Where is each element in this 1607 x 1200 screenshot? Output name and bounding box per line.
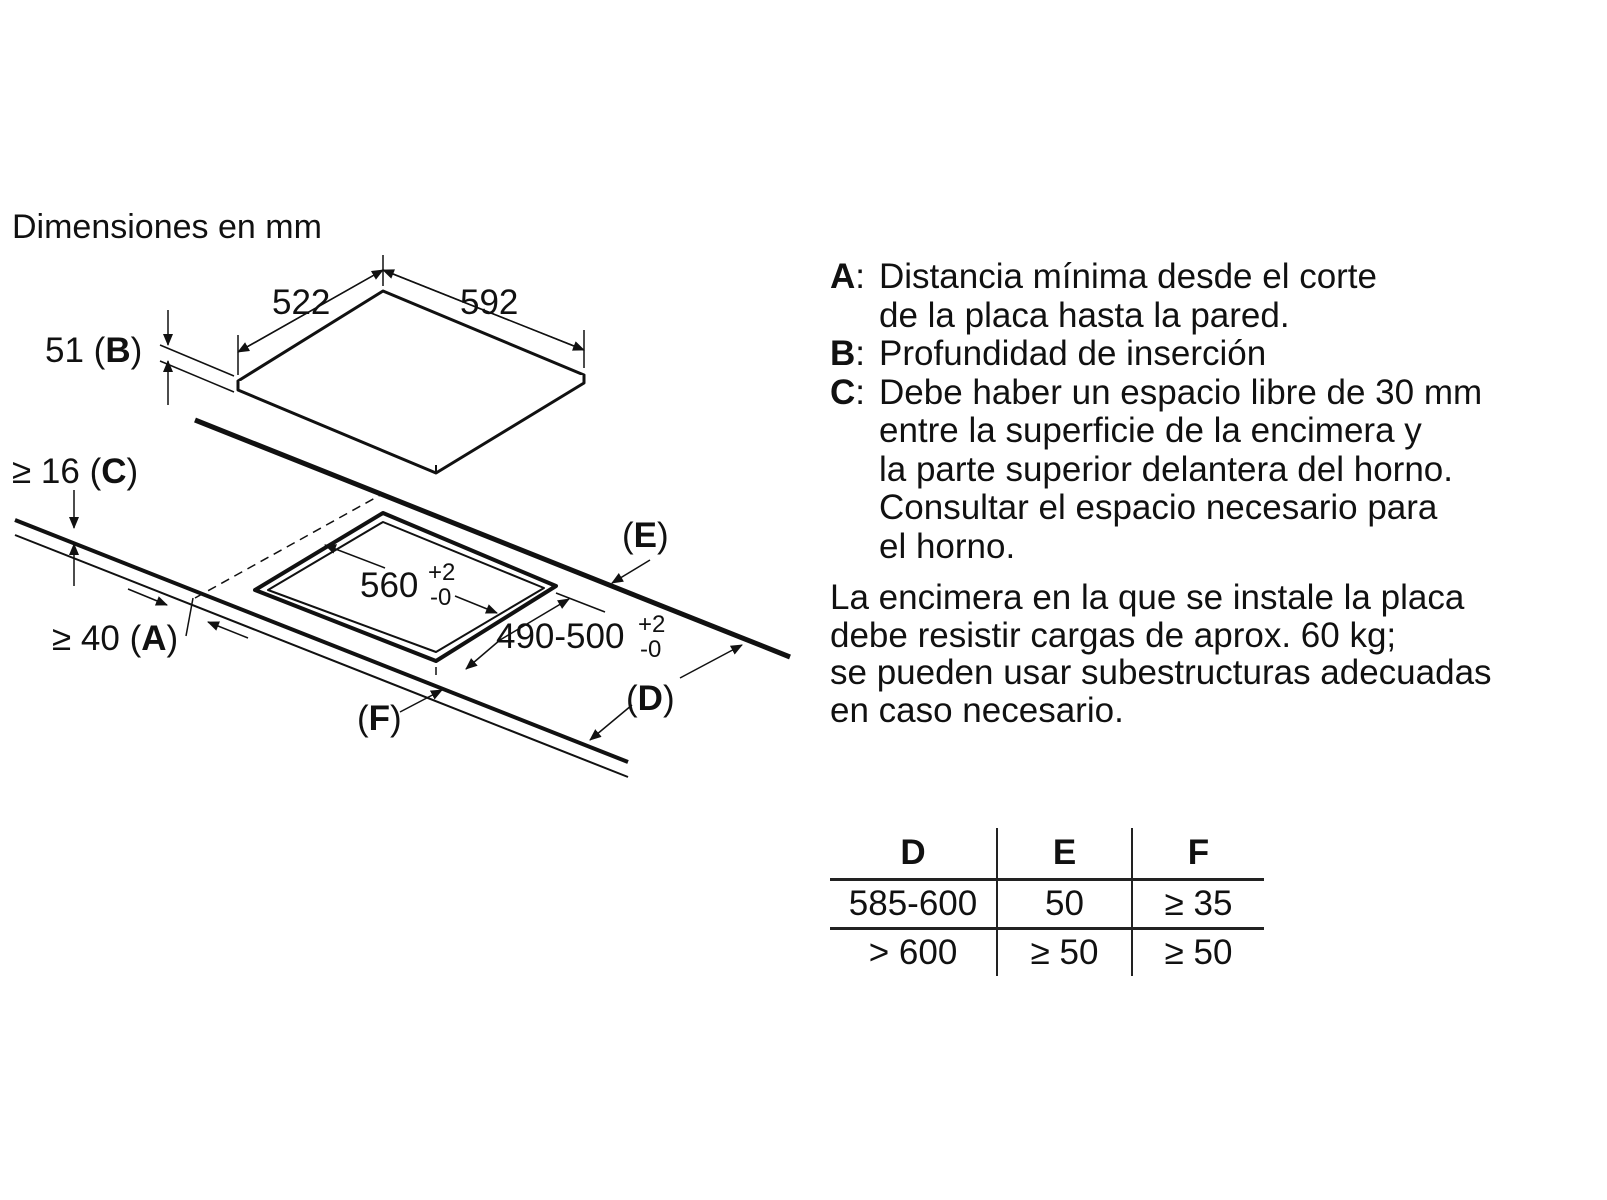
legend-text	[879, 374, 1482, 567]
legend-line: el horno.	[879, 526, 1016, 566]
table-row	[830, 929, 1264, 977]
note-line: en caso necesario.	[830, 690, 1124, 730]
legend-line: Consultar el espacio necesario para	[879, 488, 1438, 527]
note-line: se pueden usar subestructuras adecuadas	[830, 653, 1492, 692]
clearance-e-arrow	[612, 560, 650, 583]
cutout-width-label: 560	[360, 566, 419, 605]
clearance-table	[830, 828, 1264, 976]
note-line: La encimera en la que se instale la placa	[830, 578, 1465, 617]
legend-text	[879, 335, 1266, 374]
cutout-depth-tol-plus: +2	[638, 611, 666, 638]
table-cell: ≥ 35	[1164, 884, 1233, 923]
cutout-depth-tol-minus: -0	[640, 636, 662, 663]
table-cell: ≥ 50	[997, 929, 1132, 977]
table-cell: 585-600	[830, 880, 997, 929]
column-header-d: D	[830, 828, 997, 880]
column-header-e: E	[997, 828, 1132, 880]
table-cell: ≥ 50	[1164, 933, 1233, 972]
clearance-e-label: (E)	[622, 516, 669, 555]
legend-line: Debe haber un espacio libre de 30 mm	[879, 372, 1483, 412]
clearance-c-label: ≥ 16 (C)	[12, 452, 139, 491]
legend-line: la parte superior delantera del horno.	[879, 449, 1453, 489]
legend-panel	[830, 258, 1590, 729]
legend-key: C:	[830, 372, 866, 412]
legend-item-a	[830, 258, 1590, 335]
legend-line: de la placa hasta la pared.	[879, 295, 1290, 335]
hob-width-label: 592	[460, 283, 519, 322]
legend-key: A:	[830, 257, 866, 296]
table-cell: > 600	[830, 929, 997, 977]
insertion-depth-label: 51 (B)	[45, 331, 143, 370]
legend-text	[879, 258, 1377, 335]
legend-line: Profundidad de inserción	[879, 334, 1267, 373]
load-note	[830, 579, 1590, 729]
cutout-width-tol-minus: -0	[430, 584, 452, 611]
legend-line: entre la superficie de la encimera y	[879, 411, 1422, 450]
table-row	[830, 880, 1264, 929]
column-header-f: F	[1187, 833, 1210, 872]
cutout-depth-label: 490-500	[496, 617, 625, 656]
clearance-d-label: (D)	[626, 679, 675, 718]
cutout-width-tol-plus: +2	[428, 559, 456, 586]
clearance-a-label: ≥ 40 (A)	[52, 619, 179, 658]
legend-line: Distancia mínima desde el corte	[879, 257, 1377, 296]
note-line: debe resistir cargas de aprox. 60 kg;	[830, 615, 1397, 655]
installation-diagram	[0, 0, 800, 800]
hob-depth-label: 522	[272, 283, 331, 322]
table-cell: 50	[997, 880, 1132, 929]
clearance-f-label: (F)	[357, 699, 402, 738]
diagram-title: Dimensiones en mm	[12, 208, 322, 246]
table-header-row	[830, 828, 1264, 880]
legend-item-c	[830, 374, 1590, 567]
legend-key: B:	[830, 334, 866, 373]
legend-item-b	[830, 335, 1590, 374]
